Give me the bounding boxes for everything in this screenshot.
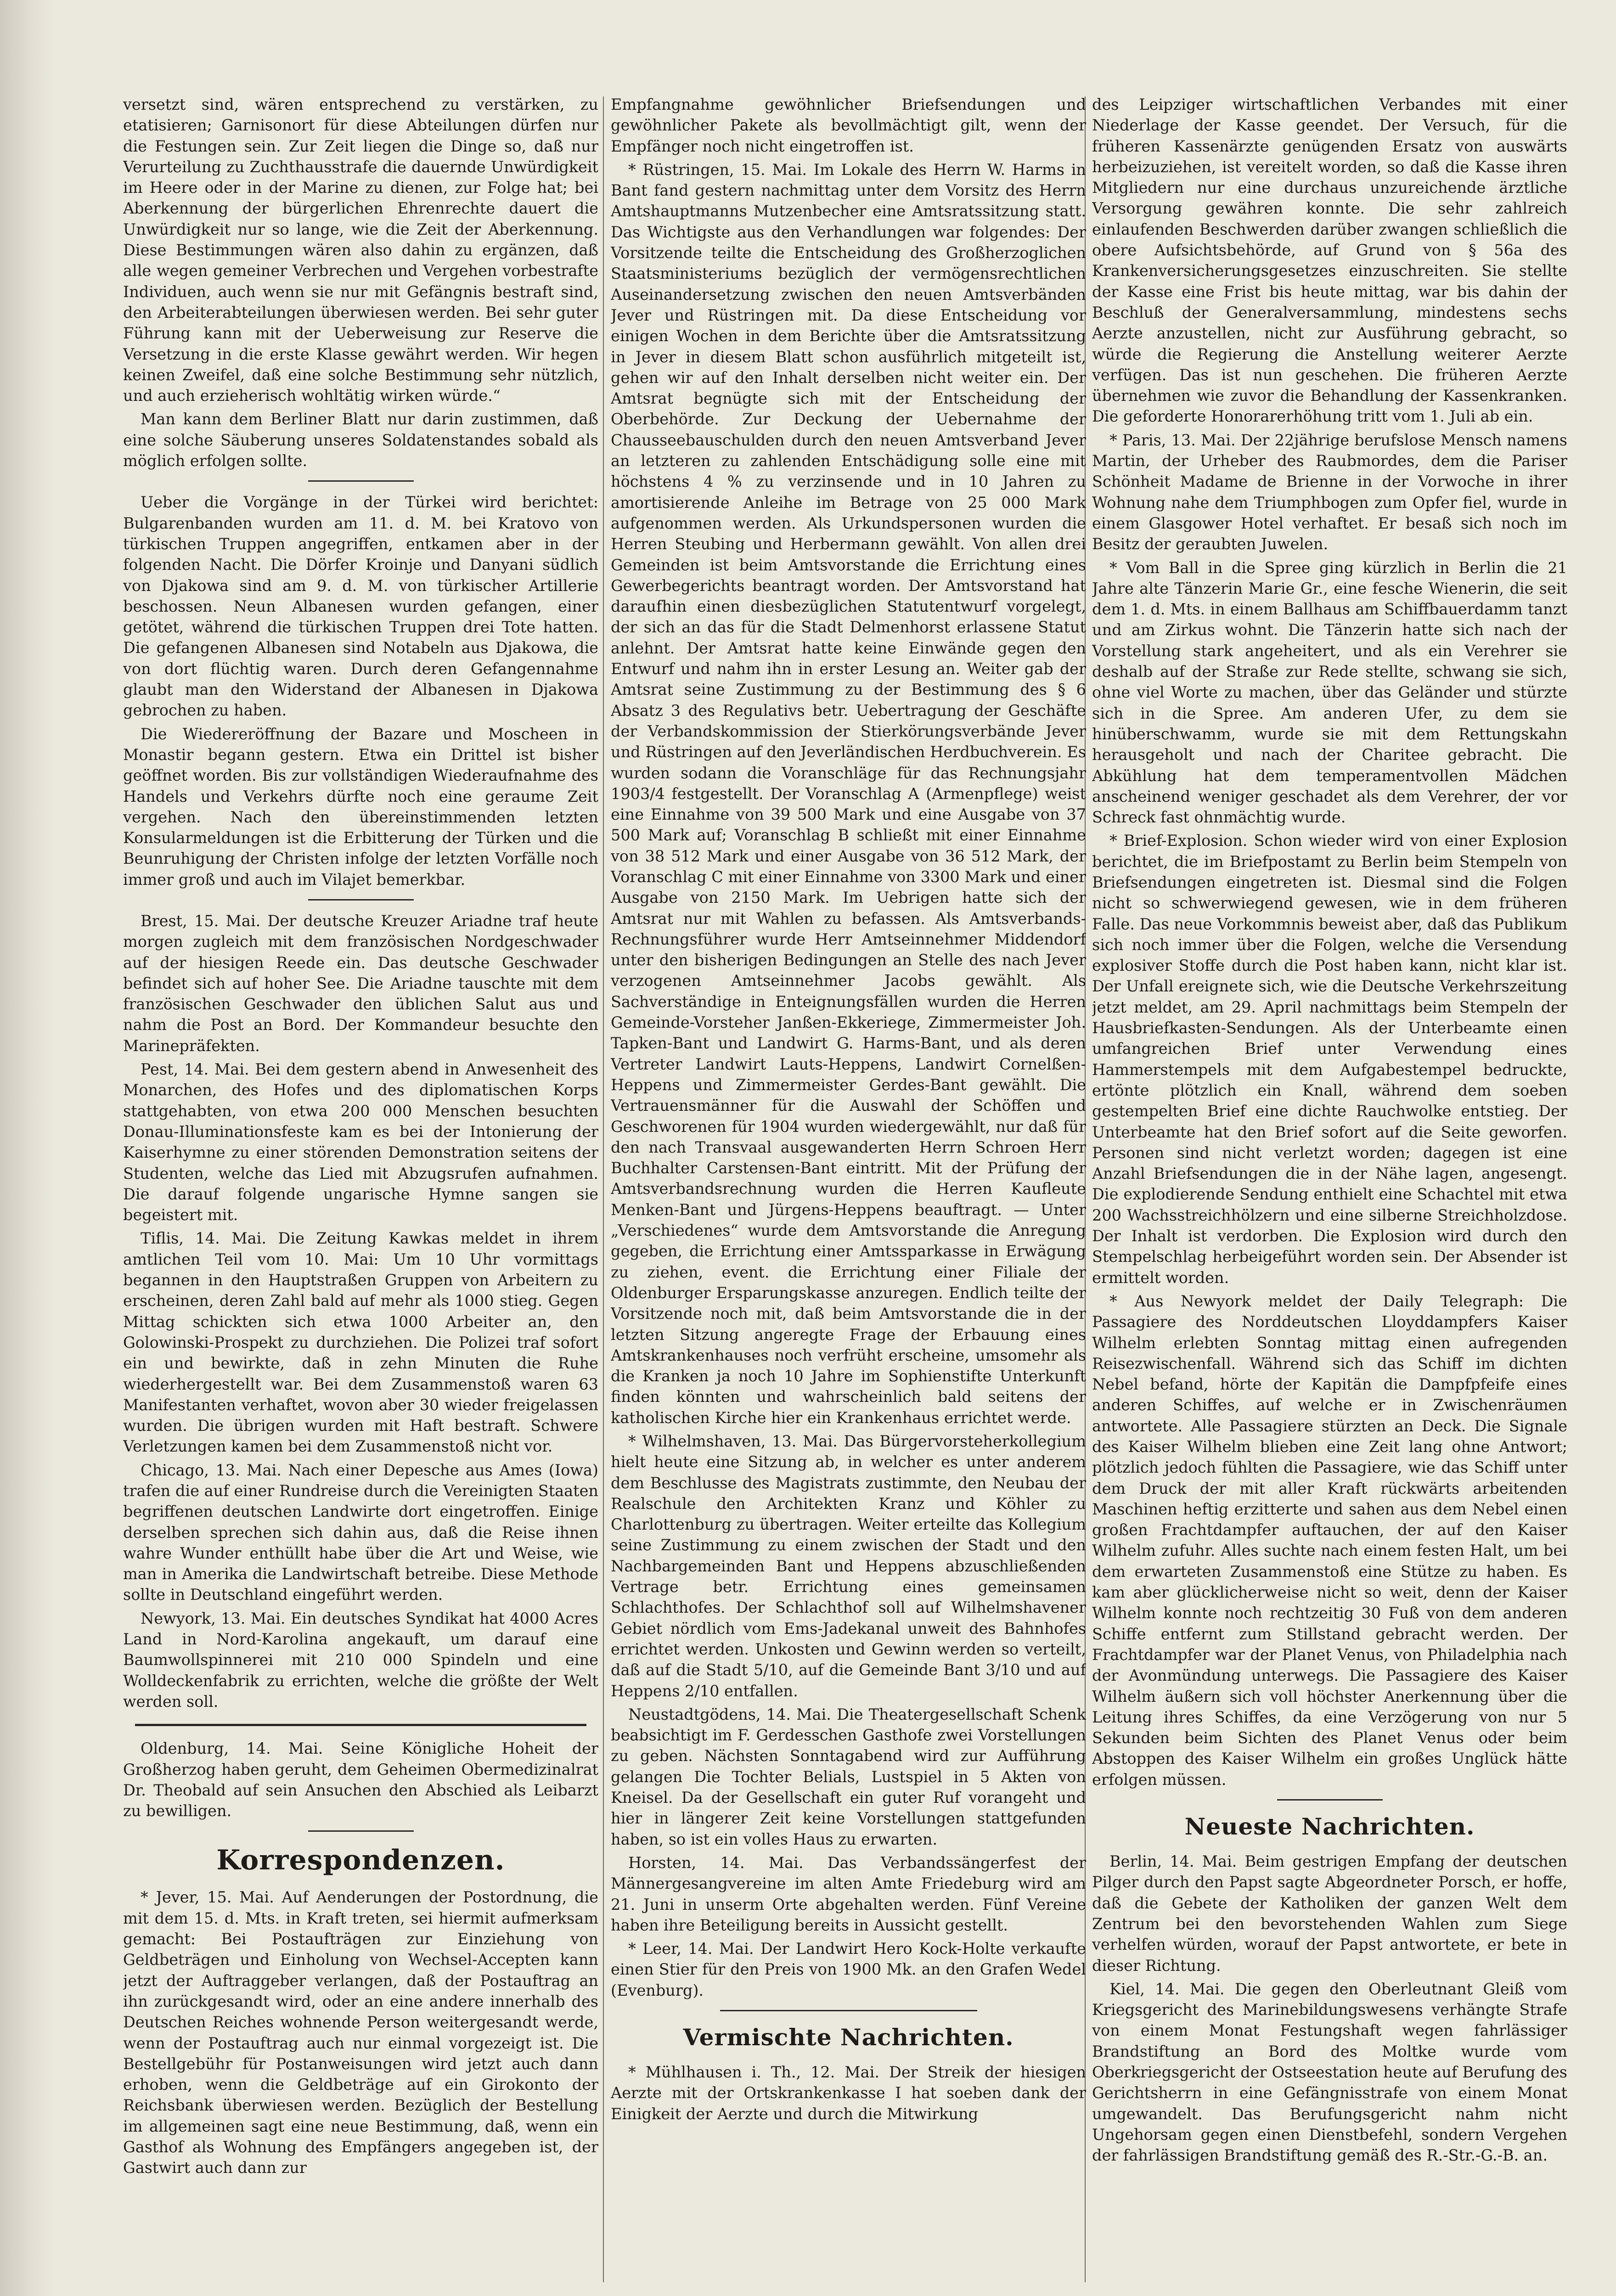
- column-2: [611, 94, 1086, 2289]
- article-paragraph: * Paris, 13. Mai. Der 22jährige berufslose Mensch namens Martin, der Urheber des Raubmordes, dem die Pariser Schönheit Madame de Brienne in der Vorwoche in ihrer Wohnung nahe dem Triumphbogen zum Opfer fiel, wurde in einem Glasgower Hotel verhaftet. Er besaß sich noch im Besitz der geraubten Juwelen.: [1092, 431, 1567, 553]
- article-paragraph: Kiel, 14. Mai. Die gegen den Oberleutnant Gleiß vom Kriegsgericht des Marinebildungswesens verhängte Strafe von einem Monat Festungshaft wegen fahrlässiger Brandstiftung an Bord des Moltke wurde vom Oberkriegsgericht der Ostseestation heute auf Berufung des Gerichtsherrn in eine Gefängnisstrafe von einem Monat umgewandelt. Das Berufungsgericht nahm nicht Ungehorsam gegen einen Dienstbefehl, sondern Vergehen der fahrlässigen Brandstiftung gemäß des R.-Str.-G.-B. an.: [1092, 1980, 1567, 2165]
- article-paragraph: Pest, 14. Mai. Bei dem gestern abend in Anwesenheit des Monarchen, des Hofes und des diplomatischen Korps stattgehabten, von etwa 200 000 Menschen besuchten Donau-Illuminationsfeste kam es bei der Intonierung der Kaiserhymne zu einer störenden Demonstration seitens der Studenten, welche das Lied mit Abzugsrufen aufnahmen. Die darauf folgende ungarische Hymne sangen sie begeistert mit.: [123, 1060, 598, 1224]
- column-rule-1: [603, 96, 604, 2282]
- article-paragraph: Newyork, 13. Mai. Ein deutsches Syndikat hat 4000 Acres Land in Nord-Karolina angekauft, um darauf eine Baumwollspinnerei mit 210 000 Spindeln und eine Wolldeckenfabrik zu errichten, welche die größte der Welt werden soll.: [123, 1609, 598, 1711]
- article-paragraph: Chicago, 13. Mai. Nach einer Depesche aus Ames (Iowa) trafen die auf einer Rundreise durch die Vereinigten Staaten begriffenen deutschen Landwirte dort eingetroffen. Einige derselben sprechen sich dahin aus, daß die Reise ihnen wahre Wunder enthüllt habe über die Art und Weise, wie man in Amerika die Landwirtschaft betreibe. Diese Methode sollte in Deutschland eingeführt werden.: [123, 1461, 598, 1604]
- column-1: [123, 94, 598, 2289]
- article-paragraph: Oldenburg, 14. Mai. Seine Königliche Hoheit der Großherzog haben geruht, dem Geheimen Obermedizinalrat Dr. Theobald auf sein Ansuchen den Abschied als Leibarzt zu bewilligen.: [123, 1739, 598, 1820]
- article-paragraph: * Leer, 14. Mai. Der Landwirt Hero Kock-Holte verkaufte einen Stier für den Preis von 1900 Mk. an den Grafen Wedel (Evenburg).: [611, 1940, 1086, 1999]
- article-paragraph: Man kann dem Berliner Blatt nur darin zustimmen, daß eine solche Säuberung unseres Soldatenstandes sobald als möglich erfolgen sollte.: [123, 410, 598, 470]
- article-paragraph: Horsten, 14. Mai. Das Verbandssängerfest der Männergesangvereine im alten Amte Friedeburg wird am 21. Juni in unserm Orte abgehalten werden. Fünf Vereine haben ihre Beteiligung bereits in Aussicht gestellt.: [611, 1853, 1086, 1934]
- article-paragraph: * Aus Newyork meldet der Daily Telegraph: Die Passagiere des Norddeutschen Lloyddampfers Kaiser Wilhelm erlebten Sonntag mittag einen aufregenden Reisezwischenfall. Während sich das Schiff im dichten Nebel befand, hörte der Kapitän die Dampfpfeife eines anderen Schiffes, auf welche er in Zwischenräumen antwortete. Alle Passagiere stürzten an Deck. Die Signale des Kaiser Wilhelm blieben eine Zeit lang ohne Antwort; plötzlich jedoch fühlten die Passagiere, wie das Schiff unter dem Druck der mit aller Kraft rückwärts arbeitenden Maschinen heftig erzitterte und sahen aus dem Nebel einen großen Frachtdampfer auftauchen, der auf den Kaiser Wilhelm zufuhr. Alles suchte nach einem festen Halt, um bei dem erwarteten Zusammenstoß eine Stütze zu haben. Es kam aber glücklicherweise nicht so weit, denn der Kaiser Wilhelm konnte noch rechtzeitig 30 Fuß von dem anderen Schiffe entfernt zum Stillstand gebracht werden. Der Frachtdampfer war der Planet Venus, von Philadelphia nach der Avonmündung unterwegs. Die Passagiere des Kaiser Wilhelm äußern sich voll höchster Anerkennung über die Leitung ihres Schiffes, da eine Verzögerung von nur 5 Sekunden beim Sichten des Planet Venus oder beim Abstoppen des Kaiser Wilhelm ein großes Unglück hätte erfolgen müssen.: [1092, 1292, 1567, 1789]
- article-paragraph: Brest, 15. Mai. Der deutsche Kreuzer Ariadne traf heute morgen zugleich mit dem französischen Nordgeschwader auf der hiesigen Reede ein. Das deutsche Geschwader befindet sich auf hoher See. Die Ariadne tauschte mit dem französischen Geschwader den üblichen Salut aus und nahm die Post an Bord. Der Kommandeur besuchte den Marinepräfekten.: [123, 912, 598, 1055]
- article-paragraph: Ueber die Vorgänge in der Türkei wird berichtet: Bulgarenbanden wurden am 11. d. M. bei Kratovo von türkischen Truppen angegriffen, entkamen aber in der folgenden Nacht. Die Dörfer Kroinje und Danyani südlich von Djakowa sind am 9. d. M. von türkischer Artillerie beschossen. Neun Albanesen wurden gefangen, einer getötet, während die türkischen Truppen drei Tote hatten. Die gefangenen Albanesen sind Notabeln aus Djakowa, die von dort flüchtig waren. Durch deren Gefangennahme glaubt man den Widerstand der Albanesen in Djakowa gebrochen zu haben.: [123, 493, 598, 720]
- article-paragraph: * Wilhelmshaven, 13. Mai. Das Bürgervorsteherkollegium hielt heute eine Sitzung ab, in welcher es unter anderem dem Beschlusse des Magistrats zustimmte, den Neubau der Realschule den Architekten Kranz und Köhler zu Charlottenburg zu übertragen. Weiter erteilte das Kollegium seine Zustimmung zu einem zwischen der Stadt und den Nachbargemeinden Bant und Heppens abzuschließenden Vertrage betr. Errichtung eines gemeinsamen Schlachthofes. Der Schlachthof soll auf Wilhelmshavener Gebiet nördlich vom Ems-Jadekanal unweit des Bahnhofes errichtet werden. Unkosten und Gewinn werden so verteilt, daß auf die Stadt 5/10, auf die Gemeinde Bant 3/10 und auf Heppens 2/10 entfallen.: [611, 1432, 1086, 1700]
- article-paragraph: * Mühlhausen i. Th., 12. Mai. Der Streik der hiesigen Aerzte mit der Ortskrankenkasse I hat soeben dank der Einigkeit der Aerzte und durch die Mitwirkung: [611, 2063, 1086, 2123]
- article-paragraph: Die Wiedereröffnung der Bazare und Moscheen in Monastir begann gestern. Etwa ein Drittel ist bisher geöffnet worden. Bis zur vollständigen Wiederaufnahme des Handels und Verkehrs dürfte noch eine geraume Zeit vergehen. Nach den übereinstimmenden letzten Konsularmeldungen ist die Erbitterung der Türken und die Beunruhigung der Christen infolge der letzten Vorfälle noch immer groß und auch im Vilajet bemerkbar.: [123, 725, 598, 889]
- page-binding-edge: [0, 0, 55, 2296]
- column-3: [1092, 94, 1567, 2289]
- article-paragraph: * Vom Ball in die Spree ging kürzlich in Berlin die 21 Jahre alte Tänzerin Marie Gr., eine fesche Wienerin, die seit dem 1. d. Mts. in einem Ballhaus am Schiffbauerdamm tanzt und am Zirkus wohnt. Die Tänzerin hatte sich nach der Vorstellung stark angeheitert, und als ein Verehrer sie deshalb auf der Straße zur Rede stellte, schwang sie sich, ohne viel Worte zu machen, über das Geländer und stürzte sich in die Spree. Am anderen Ufer, zu dem sie hinüberschwamm, wurde sie mit dem Rettungskahn herausgeholt und nach der Charitee gebracht. Die Abkühlung hat dem temperamentvollen Mädchen anscheinend weniger geschadet als dem Verehrer, der vor Schreck fast ohnmächtig wurde.: [1092, 558, 1567, 827]
- section-separator: [308, 1830, 414, 1832]
- section-heading: Vermischte Nachrichten.: [683, 2024, 1014, 2051]
- article-paragraph: * Brief-Explosion. Schon wieder wird von einer Explosion berichtet, die im Briefpostamt zu Berlin beim Stempeln von Briefsendungen eingetreten ist. Diesmal sind die Folgen nicht so schwerwiegend gewesen, wie in dem früheren Falle. Das neue Vorkommnis beweist aber, daß das Publikum sich noch immer über die Folgen, welche die Versendung explosiver Stoffe durch die Post haben kann, nicht klar ist. Der Unfall ereignete sich, wie die Deutsche Verkehrszeitung jetzt meldet, am 29. April nachmittags beim Stempeln der Hausbriefkasten-Sendungen. Als der Unterbeamte einen umfangreichen Brief unter Verwendung eines Hammerstempels mit dem Aufgabestempel bedruckte, ertönte plötzlich ein Knall, während dem soeben gestempelten Brief eine dichte Rauchwolke entstieg. Der Unterbeamte hat den Brief sofort auf die Seite geworfen. Personen sind nicht verletzt worden; dagegen ist eine Anzahl Briefsendungen die in der Nähe lagen, angesengt. Die explodierende Sendung enthielt eine Schachtel mit etwa 200 Wachsstreichhölzern und eine silberne Streichholzdose. Der Inhalt ist verdorben. Die Explosion wird durch den Stempelschlag herbeigeführt worden sein. Der Absender ist ermittelt worden.: [1092, 832, 1567, 1287]
- article-paragraph: Tiflis, 14. Mai. Die Zeitung Kawkas meldet in ihrem amtlichen Teil vom 10. Mai: Um 10 Uhr vormittags begannen in den Hauptstraßen Gruppen von Arbeitern zu erscheinen, deren Zahl bald auf mehr als 1000 stieg. Gegen Mittag schickten sich etwa 1000 Arbeiter an, den Golowinski-Prospekt zu durchziehen. Die Polizei traf sofort ein und bewirkte, daß in zehn Minuten die Ruhe wiederhergestellt war. Bei dem Zusammenstoß waren 63 Manifestanten verhaftet, wovon aber 30 wieder freigelassen wurden. Die übrigen wurden mit Haft bestraft. Schwere Verletzungen kamen bei dem Zusammenstoß nicht vor.: [123, 1229, 598, 1456]
- section-separator: [1277, 1799, 1383, 1801]
- section-heading: Korrespondenzen.: [216, 1844, 505, 1877]
- section-separator: [720, 2010, 977, 2011]
- article-paragraph: Empfangnahme gewöhnlicher Briefsendungen und gewöhnlicher Pakete als bevollmächtigt gilt, wenn der Empfänger noch nicht eingetroffen ist.: [611, 96, 1086, 155]
- article-paragraph: Berlin, 14. Mai. Beim gestrigen Empfang der deutschen Pilger durch den Papst sagte Abgeordneter Porsch, er hoffe, daß die Gebete der Katholiken der ganzen Welt dem Zentrum bei den bevorstehenden Wahlen zum Siege verhelfen würden, worauf der Papst antwortete, er bete in dieser Richtung.: [1092, 1852, 1567, 1975]
- article-paragraph: Neustadtgödens, 14. Mai. Die Theatergesellschaft Schenk beabsichtigt im F. Gerdesschen Gasthofe zwei Vorstellungen zu geben. Nächsten Sonntagabend wird zur Aufführung gelangen Die Tochter Belials, Lustspiel in 5 Akten von Kneisel. Da der Gesellschaft ein guter Ruf vorangeht und hier in längerer Zeit keine Vorstellungen stattgefunden haben, so ist ein volles Haus zu erwarten.: [611, 1705, 1086, 1848]
- section-heading: Neueste Nachrichten.: [1184, 1813, 1475, 1840]
- article-paragraph: des Leipziger wirtschaftlichen Verbandes mit einer Niederlage der Kasse geendet. Der Versuch, für die früheren Kassenärzte genügenden Ersatz von auswärts herbeizuziehen, ist vereitelt worden, so daß die Kasse ihren Mitgliedern nur eine durchaus unzureichende ärztliche Versorgung gewähren konnte. Die sehr zahlreich einlaufenden Beschwerden darüber zwangen schließlich die obere Aufsichtsbehörde, auf Grund von § 56a des Krankenversicherungsgesetzes einzuschreiten. Sie stellte der Kasse eine Frist bis heute mittag, war bis dahin der Beschluß der Generalversammlung, mindestens sechs Aerzte anzustellen, nicht zur Ausführung gebracht, so würde die Regierung die Anstellung weiterer Aerzte verfügen. Das ist nun geschehen. Die früheren Aerzte übernehmen wie zuvor die Behandlung der Kassenkranken. Die geforderte Honorarerhöhung tritt vom 1. Juli ab ein.: [1092, 96, 1567, 426]
- section-separator: [308, 480, 414, 482]
- thick-separator: [135, 1724, 586, 1726]
- article-paragraph: versetzt sind, wären entsprechend zu verstärken, zu etatisieren; Garnisonort für diese Abteilungen dürfen nur die Festungen sein. Zur Zeit liegen die Dinge so, daß nur Verurteilung zu Zuchthausstrafe die dauernde Unwürdigkeit im Heere oder in der Marine zu dienen, zur Folge hat; bei Aberkennung der bürgerlichen Ehrenrechte dauert die Unwürdigkeit nur so lange, wie die Zeit der Aberkennung. Diese Bestimmungen wären also dahin zu ergänzen, daß alle wegen gemeiner Verbrechen und Vergehen vorbestrafte Individuen, auch wenn sie nur mit Gefängnis bestraft sind, den Arbeiterabteilungen überwiesen werden. Bei sehr guter Führung kann mit der Ueberweisung zur Reserve die Versetzung in die erste Klasse gewährt werden. Wir hegen keinen Zweifel, daß eine solche Bestimmung sehr nützlich, und auch erzieherisch wohltätig wirken würde.“: [123, 96, 598, 405]
- section-separator: [308, 899, 414, 900]
- article-paragraph: * Rüstringen, 15. Mai. Im Lokale des Herrn W. Harms in Bant fand gestern nachmittag unter dem Vorsitz des Herrn Amtshauptmanns Mutzenbecher eine Amtsratssitzung statt. Das Wichtigste aus den Verhandlungen war folgendes: Der Vorsitzende teilte die Entscheidung des Großherzoglichen Staatsministeriums bezüglich der vermögensrechtlichen Auseinandersetzung zwischen den neuen Amtsverbänden Jever und Rüstringen mit. Da diese Entscheidung vor einigen Wochen in dem Berichte über die Amtsratssitzung in Jever in diesem Blatt schon ausführlich mitgeteilt ist, gehen wir auf den Inhalt derselben nicht weiter ein. Der Amtsrat begnügte sich mit der Entscheidung der Oberbehörde. Zur Deckung der Uebernahme der Chausseebauschulden durch den neuen Amtsverband Jever an letzteren zu zahlenden Entschädigung solle eine mit höchstens 4 % zu verzinsende und in 10 Jahren zu amortisierende Anleihe im Betrage von 25 000 Mark aufgenommen werden. Als Urkundspersonen wurden die Herren Steubing und Herbermann gewählt. Von allen drei Gemeinden ist beim Amtsvorstande die Errichtung eines Gewerbegerichts beantragt worden. Der Amtsvorstand hat daraufhin einen diesbezüglichen Statutentwurf vorgelegt, der sich an das für die Stadt Delmenhorst erlassene Statut anlehnt. Der Amtsrat hatte keine Einwände gegen den Entwurf und nahm ihn in erster Lesung an. Weiter gab der Amtsrat seine Zustimmung zu der Bestimmung des § 6 Absatz 3 des Regulativs betr. Uebertragung der Geschäfte der Verbandskommission der Stierkörungsverbände Jever und Rüstringen auf den Jeverländischen Herdbuchverein. Es wurden sodann die Voranschläge für das Rechnungsjahr 1903/4 festgestellt. Der Voranschlag A (Armenpflege) weist eine Einnahme von 39 500 Mark und eine Ausgabe von 37 500 Mark auf; Voranschlag B schließt mit einer Einnahme von 38 512 Mark und einer Ausgabe von 36 512 Mark, der Voranschlag C mit einer Einnahme von 3300 Mark und einer Ausgabe von 2150 Mark. Im Uebrigen hatte sich der Amtsrat nur mit Wahlen zu befassen. Als Amtsverbands-Rechnungsführer wurde Herr Amtseinnehmer Middendorf unter den bisherigen Bedingungen an Stelle des nach Jever verzogenen Amtseinnehmer Jacobs gewählt. Als Sachverständige in Enteignungsfällen wurden die Herren Gemeinde-Vorsteher Janßen-Ekkeriege, Zimmermeister Joh. Tapken-Bant und Landwirt G. Harms-Bant, und als deren Vertreter Landwirt Lauts-Heppens, Landwirt Cornelßen-Heppens und Zimmermeister Gerdes-Bant gewählt. Die Vertrauensmänner für die Auswahl der Schöffen und Geschworenen für 1904 wurden wiedergewählt, nur daß für den nach Transvaal ausgewanderten Herrn Schroen Herr Buchhalter Carstensen-Bant eintritt. Mit der Prüfung der Amtsverbandsrechnung wurden die Herren Kaufleute Menken-Bant und Jürgens-Heppens beauftragt. — Unter „Verschiedenes“ wurde dem Amtsvorstande die Anregung gegeben, die Errichtung einer Amtssparkasse in Erwägung zu ziehen, event. die Errichtung einer Filiale der Oldenburger Ersparungskasse anzuregen. Endlich teilte der Vorsitzende noch mit, daß beim Amtsvorstande die in der letzten Sitzung angeregte Frage der Erbauung eines Amtskrankenhauses noch verfrüht erscheine, umsomehr als die Kranken ja noch 10 Jahre im Sophienstifte Unterkunft finden könnten und wahrscheinlich bald seitens der katholischen Kirche hier ein Krankenhaus errichtet werde.: [611, 160, 1086, 1427]
- article-paragraph: * Jever, 15. Mai. Auf Aenderungen der Postordnung, die mit dem 15. d. Mts. in Kraft treten, sei hiermit aufmerksam gemacht: Bei Postaufträgen zur Einziehung von Geldbeträgen und Einholung von Wechsel-Accepten kann jetzt der Auftraggeber verlangen, daß der Postauftrag an ihn zurückgesandt wird, oder an eine andere innerhalb des Deutschen Reiches wohnende Person weitergesandt werde, wenn der Postauftrag auch nur einmal vorgezeigt ist. Die Bestellgebühr für Postanweisungen wird jetzt auch dann erhoben, wenn die Geldbeträge auf ein Girokonto der Reichsbank überwiesen werden. Bezüglich der Bestellung im allgemeinen sagt eine neue Bestimmung, daß, wenn ein Gasthof als Wohnung des Empfängers angegeben ist, der Gastwirt auch dann zur: [123, 1888, 598, 2177]
